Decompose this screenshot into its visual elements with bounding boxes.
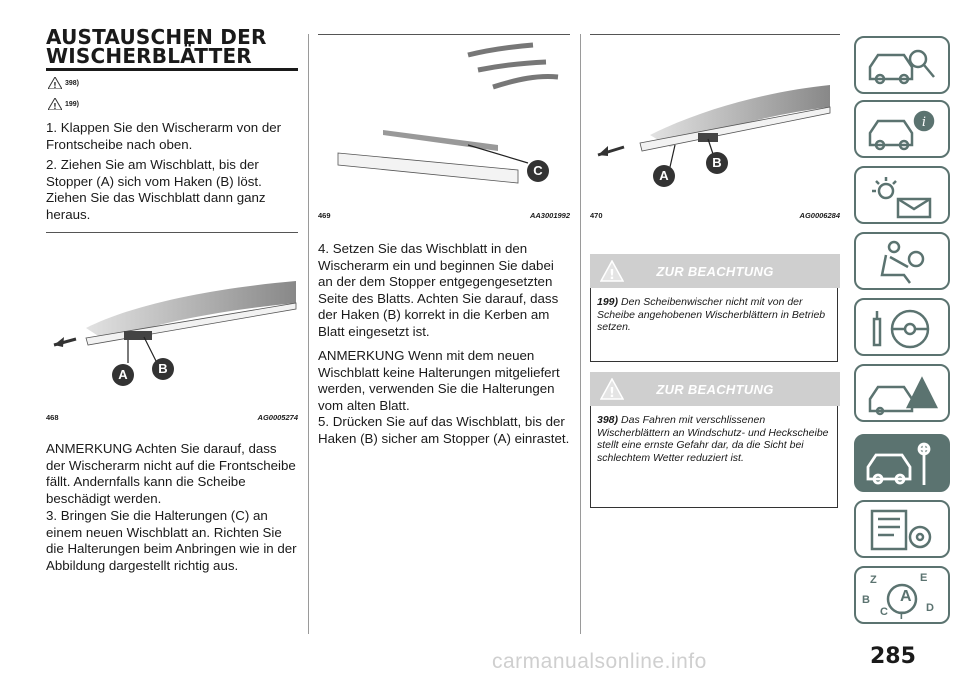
watermark: carmanualsonline.info bbox=[492, 650, 707, 673]
car-search-icon bbox=[864, 43, 940, 89]
figure-caption bbox=[318, 211, 570, 220]
steering-wheel-icon bbox=[864, 305, 940, 351]
page-title: AUSTAUSCHEN DER WISCHERBLÄTTER bbox=[46, 28, 298, 71]
technical-data-icon bbox=[864, 507, 940, 553]
step-2-text: 2. Ziehen Sie am Wischblatt, bis der Stopper (A) sich vom Haken (B) löst. Ziehen Sie das Wischblatt dann ganz heraus. bbox=[46, 157, 266, 222]
reference-number: 199) bbox=[65, 100, 80, 108]
warning-header bbox=[590, 372, 840, 406]
figure-label-b: B bbox=[158, 361, 168, 376]
tab-airbag-seat[interactable] bbox=[854, 232, 950, 290]
tab-steering-wheel[interactable] bbox=[854, 298, 950, 356]
warning-number: 199) bbox=[597, 296, 619, 308]
wiper-blade-hook-illustration bbox=[590, 35, 840, 203]
tab-alphabetical-index[interactable] bbox=[854, 566, 950, 624]
road-breakdown-icon bbox=[864, 371, 940, 417]
tab-car-info[interactable] bbox=[854, 100, 950, 158]
column-divider bbox=[308, 34, 309, 634]
warning-reference bbox=[48, 77, 79, 89]
warning-triangle-icon bbox=[48, 98, 62, 110]
figure-468 bbox=[46, 232, 298, 422]
svg-text:!: ! bbox=[609, 268, 615, 282]
figure-caption bbox=[590, 211, 840, 220]
svg-text:i: i bbox=[921, 115, 927, 130]
warning-text: Das Fahren mit verschlissenen Wischerblättern an Windschutz- und Heckscheibe stellt eine ernste Gefahr dar, da die Sicht bei schlechtem Wetter reduziert ist. bbox=[597, 414, 829, 464]
tab-car-maintenance[interactable] bbox=[854, 434, 950, 492]
svg-text:!: ! bbox=[53, 81, 57, 89]
index-letter: E bbox=[920, 572, 928, 584]
figure-caption bbox=[46, 413, 298, 422]
index-letter: B bbox=[862, 594, 870, 606]
tab-car-search[interactable] bbox=[854, 36, 950, 94]
figure-469 bbox=[318, 34, 570, 220]
figure-label-c: C bbox=[533, 163, 543, 178]
tab-technical-data[interactable] bbox=[854, 500, 950, 558]
warning-triangle-icon bbox=[600, 378, 624, 400]
warning-triangle-icon bbox=[48, 77, 62, 89]
svg-text:!: ! bbox=[609, 386, 615, 400]
car-info-icon bbox=[864, 107, 940, 153]
note-text: ANMERKUNG Achten Sie darauf, dass der Wischerarm nicht auf die Frontscheibe fällt. Andernfalls kann die Scheibe beschädigt werden. bbox=[46, 441, 296, 506]
reference-number: 398) bbox=[65, 79, 80, 87]
warning-title: ZUR BEACHTUNG bbox=[656, 263, 774, 279]
car-maintenance-icon bbox=[864, 441, 940, 487]
figure-label-b: B bbox=[712, 155, 722, 170]
figure-label-a: A bbox=[659, 168, 669, 183]
figure-label-a: A bbox=[118, 367, 128, 382]
column-divider bbox=[580, 34, 581, 634]
warning-text: Den Scheibenwischer nicht mit von der Scheibe angehobenen Wischerblättern in Betrieb setzen. bbox=[597, 296, 826, 334]
wiper-blade-illustration bbox=[46, 233, 298, 393]
index-letter: Z bbox=[870, 574, 877, 586]
warning-box bbox=[590, 406, 838, 508]
warning-title: ZUR BEACHTUNG bbox=[656, 381, 774, 397]
note-text: ANMERKUNG Wenn mit dem neuen Wischblatt keine Halterungen mitgeliefert werden, verwenden Sie die Halterungen vom alten Blatt. bbox=[318, 348, 560, 413]
index-letter: T bbox=[898, 610, 905, 622]
warning-box bbox=[590, 288, 838, 362]
step-4-text: 4. Setzen Sie das Wischblatt in den Wischerarm ein und beginnen Sie dabei an der dem Stopper entgegengesetzten Seite des Blatts. Achten Sie darauf, dass der Haken (B) korrekt in die Kerben am Blatt eingesetzt ist. bbox=[318, 241, 559, 339]
warning-reference bbox=[48, 98, 79, 110]
step-1-text: 1. Klappen Sie den Wischerarm von der Frontscheibe nach oben. bbox=[46, 120, 282, 152]
tab-warning-lights[interactable] bbox=[854, 166, 950, 224]
figure-number: 469 bbox=[318, 211, 331, 220]
figure-number: 470 bbox=[590, 211, 603, 220]
warning-lights-icon bbox=[864, 173, 940, 219]
warning-triangle-icon bbox=[600, 260, 624, 282]
figure-code: AG0006284 bbox=[799, 211, 840, 220]
index-letter: C bbox=[880, 606, 888, 618]
figure-470 bbox=[590, 34, 840, 220]
step-3-text: 3. Bringen Sie die Halterungen (C) an einem neuen Wischblatt an. Richten Sie die Halterungen beim Anbringen wie in der Abbildung dargestellt richtig aus. bbox=[46, 508, 297, 573]
tab-road-breakdown[interactable] bbox=[854, 364, 950, 422]
index-letter: D bbox=[926, 602, 934, 614]
warning-header bbox=[590, 254, 840, 288]
figure-number: 468 bbox=[46, 413, 59, 422]
svg-text:!: ! bbox=[53, 102, 57, 110]
airbag-seat-icon bbox=[864, 239, 940, 285]
warning-number: 398) bbox=[597, 414, 619, 426]
figure-code: AA3001992 bbox=[529, 211, 570, 220]
step-5-text: 5. Drücken Sie auf das Wischblatt, bis der Haken (B) sicher am Stopper (A) einrastet. bbox=[318, 414, 570, 446]
page-number: 285 bbox=[870, 644, 916, 669]
figure-code: AG0005274 bbox=[257, 413, 298, 422]
index-letter: A bbox=[900, 588, 912, 605]
